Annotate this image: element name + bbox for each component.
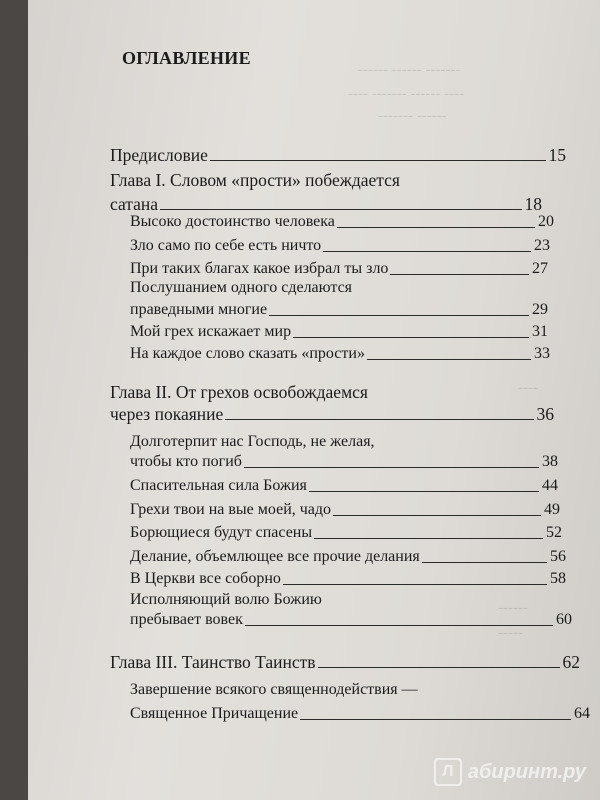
toc-page-number: 23 [534, 237, 550, 254]
toc-entry-label: Священное Причащение [130, 705, 299, 722]
dot-leader [245, 625, 553, 626]
dot-leader [333, 515, 541, 516]
toc-entry [130, 500, 560, 520]
toc-entry-label-line1: Исполняющий волю Божию [130, 591, 322, 608]
toc-entry-label: пребывает вовек [130, 611, 243, 628]
toc-entry-chapter-2 [110, 404, 554, 424]
toc-entry-label: Предисловие [110, 145, 208, 165]
dot-leader [283, 584, 547, 585]
toc-page-number: 18 [524, 194, 542, 214]
toc-page-number: 36 [536, 404, 554, 424]
toc-entry [130, 476, 558, 496]
toc-entry-preface [110, 145, 566, 165]
dot-leader [314, 538, 543, 539]
toc-entry [130, 300, 548, 320]
toc-chapter-1-title: Глава I. Словом «прости» побеждается [110, 170, 400, 190]
toc-entry [130, 704, 590, 724]
toc-page-number: 52 [546, 524, 562, 541]
toc-entry-chapter-1 [110, 194, 542, 214]
bleed-through-text: ‑‑‑‑‑‑ ‑‑‑‑‑‑ ‑‑‑‑‑‑‑ ‑‑‑‑ ‑‑‑‑‑‑‑ ‑‑‑‑‑‑ ‑‑‑‑ ‑‑‑‑‑‑‑ ‑‑‑‑‑‑ ‑‑‑‑ ‑‑‑‑‑‑ ‑‑‑‑‑ [348, 62, 538, 641]
toc-entry [130, 547, 566, 567]
toc-page-number: 33 [534, 345, 550, 362]
toc-page-number: 62 [562, 652, 580, 672]
toc-entry-chapter-3 [110, 652, 580, 672]
watermark-text: абиринт.ру [467, 760, 586, 783]
toc-entry-label: Спасительная сила Божия [130, 477, 307, 494]
toc-entry [130, 236, 550, 256]
toc-entry-label-line1: Завершение всякого священнодействия — [130, 681, 418, 698]
toc-page-number: 49 [544, 501, 560, 518]
toc-entry [130, 212, 554, 232]
dot-leader [269, 315, 529, 316]
labirint-watermark [434, 758, 586, 786]
toc-page-number: 20 [538, 213, 554, 230]
toc-entry-label: Борющиеся будут спасены [130, 524, 313, 541]
toc-entry-label-line1: Долготерпит нас Господь, не желая, [130, 433, 375, 450]
toc-entry-label: Делание, объемлющее все прочие делания [130, 548, 420, 565]
dot-leader [367, 359, 531, 360]
dot-leader [160, 209, 521, 210]
dot-leader [318, 667, 560, 668]
toc-entry-label: Высоко достоинство человека [130, 213, 335, 230]
toc-entry-label: Глава III. Таинство Таинств [110, 652, 316, 672]
toc-page-number: 27 [532, 260, 548, 277]
toc-entry [130, 569, 566, 589]
dot-leader [293, 337, 529, 338]
toc-page-number: 15 [548, 145, 566, 165]
dot-leader [210, 160, 546, 161]
toc-entry [130, 259, 548, 279]
dot-leader [337, 227, 535, 228]
toc-entry-label: сатана [110, 194, 159, 214]
dot-leader [323, 251, 531, 252]
dot-leader [225, 419, 533, 420]
labirint-logo-icon: Л [434, 758, 462, 786]
toc-entry [130, 344, 550, 364]
toc-page-number: 44 [542, 477, 558, 494]
dot-leader [244, 467, 539, 468]
toc-entry-label: В Церкви все соборно [130, 570, 281, 587]
toc-page-number: 60 [556, 611, 572, 628]
toc-page-number: 31 [532, 323, 548, 340]
toc-entry-label: Зло само по себе есть ничто [130, 237, 322, 254]
page-title: ОГЛАВЛЕНИЕ [122, 48, 251, 68]
toc-entry [130, 452, 558, 472]
dot-leader [300, 719, 571, 720]
table-of-contents [28, 0, 600, 800]
toc-entry-label: Мой грех искажает мир [130, 323, 292, 340]
toc-page-number: 58 [550, 570, 566, 587]
toc-entry [130, 322, 548, 342]
toc-entry-label: На каждое слово сказать «прости» [130, 345, 365, 362]
toc-page-number: 56 [550, 548, 566, 565]
toc-entry-label: При таких благах какое избрал ты зло [130, 260, 389, 277]
toc-page-number: 38 [542, 453, 558, 470]
toc-entry-label: Грехи твои на вые моей, чадо [130, 501, 332, 518]
toc-entry [130, 523, 562, 543]
dot-leader [390, 274, 529, 275]
toc-entry [130, 610, 572, 630]
toc-page-number: 29 [532, 301, 548, 318]
book-page [28, 0, 600, 800]
toc-entry-label-line1: Послушанием одного сделаются [130, 279, 353, 296]
dot-leader [309, 491, 539, 492]
toc-entry-label: через покаяние [110, 404, 224, 424]
dot-leader [422, 562, 547, 563]
toc-page-number: 64 [574, 705, 590, 722]
toc-entry-label: чтобы кто погиб [130, 453, 242, 470]
toc-entry-label: праведными многие [130, 301, 268, 318]
toc-chapter-2-title: Глава II. От грехов освобождаемся [110, 382, 368, 402]
